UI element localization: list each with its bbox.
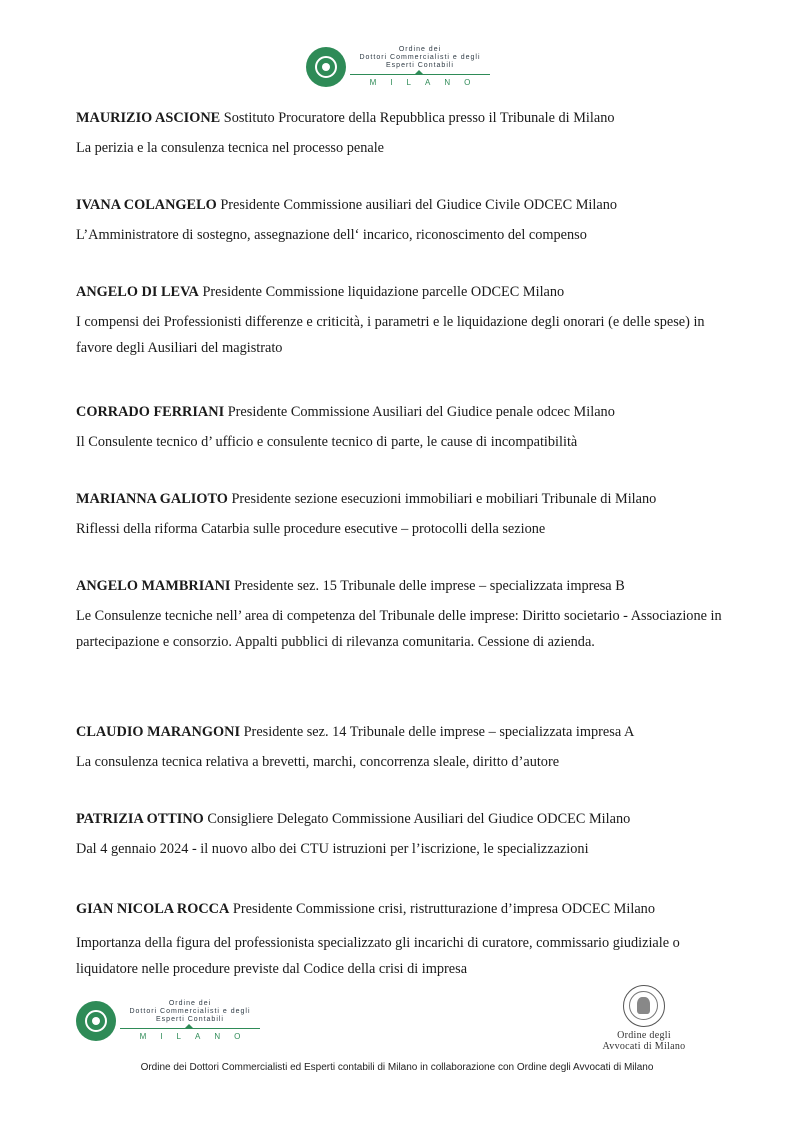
speaker-name: PATRIZIA OTTINO [76,811,204,827]
logo-city: MILANO [139,1032,255,1041]
speaker-topic: Importanza della figura del professionista specializzato gli incarichi di curatore, commissario giudiziale o liquidatore nelle procedure previste dal Codice della crisi di impresa [76,935,680,977]
speaker-topic: La perizia e la consulenza tecnica nel processo penale [76,140,385,156]
speaker-entry [76,720,726,807]
logo-line-1: Ordine dei [398,46,442,53]
speaker-role: Presidente Commissione ausiliari del Giudice Civile ODCEC Milano [220,197,618,213]
speakers-list [76,106,726,982]
speaker-entry [76,897,726,982]
speaker-topic: Le Consulenze tecniche nell’ area di competenza del Tribunale delle imprese: Diritto societario - Associazione in partecipazione e consorzio. Appalti pubblici di rilevanza comunitaria. Cessione di azienda. [76,608,722,650]
logo-city: MILANO [369,78,485,87]
speaker-name: CLAUDIO MARANGONI [76,724,241,740]
footer-note: Ordine dei Dottori Commercialisti ed Esperti contabili di Milano in collaborazione con Ordine degli Avvocati di Milano [140,1062,654,1073]
speaker-entry [76,487,726,574]
speaker-name: ANGELO DI LEVA [76,284,199,300]
speaker-role: Presidente Commissione liquidazione parcelle ODCEC Milano [202,284,565,300]
odcec-emblem-icon [76,1001,116,1041]
speaker-role: Sostituto Procuratore della Repubblica presso il Tribunale di Milano [223,110,615,126]
speaker-role: Presidente sez. 14 Tribunale delle imprese – specializzata impresa A [243,724,635,740]
speaker-name: ANGELO MAMBRIANI [76,578,231,594]
logo-line-1: Ordine dei [168,1000,212,1007]
logo-line-3: Esperti Contabili [156,1016,224,1023]
speaker-name: CORRADO FERRIANI [76,404,225,420]
speaker-entry [76,106,726,193]
speaker-topic: Dal 4 gennaio 2024 - il nuovo albo dei CTU istruzioni per l’iscrizione, le specializzazioni [76,841,589,857]
speaker-role: Consigliere Delegato Commissione Ausiliari del Giudice ODCEC Milano [207,811,631,827]
speaker-entry [76,574,726,720]
odcec-header-logo [306,46,490,88]
logo-line-3: Esperti Contabili [386,62,454,69]
speaker-topic: L’Amministratore di sostegno, assegnazione dell‘ incarico, riconoscimento del compenso [76,227,587,243]
speaker-topic: La consulenza tecnica relativa a brevetti, marchi, concorrenza sleale, diritto d’autore [76,754,560,770]
avvocati-line-1: Ordine degli [617,1030,671,1041]
odcec-logo-text [350,46,490,88]
speaker-entry [76,280,726,400]
speaker-topic: Il Consulente tecnico d’ ufficio e consulente tecnico di parte, le cause di incompatibilità [76,434,578,450]
odcec-footer-logo [76,1000,260,1042]
speaker-name: MAURIZIO ASCIONE [76,110,221,126]
speaker-name: IVANA COLANGELO [76,197,217,213]
logo-line-2: Dottori Commercialisti e degli [359,54,481,61]
speaker-entry [76,400,726,487]
avvocati-logo [594,985,694,1052]
speaker-role: Presidente sezione esecuzioni immobiliari e mobiliari Tribunale di Milano [231,491,657,507]
speaker-role: Presidente Commissione Ausiliari del Giudice penale odcec Milano [227,404,615,420]
speaker-entry [76,807,726,897]
speaker-role: Presidente Commissione crisi, ristrutturazione d’impresa ODCEC Milano [232,901,655,917]
speaker-name: MARIANNA GALIOTO [76,491,228,507]
logo-rule [120,1028,260,1029]
odcec-logo-text [120,1000,260,1042]
speaker-entry [76,193,726,280]
speaker-topic: I compensi dei Professionisti differenze e criticità, i parametri e le liquidazione degli onorari (e delle spese) in favore degli Ausiliari del magistrato [76,314,705,356]
avvocati-seal-icon [623,985,665,1027]
logo-rule [350,74,490,75]
speaker-role: Presidente sez. 15 Tribunale delle imprese – specializzata impresa B [234,578,625,594]
avvocati-line-2: Avvocati di Milano [602,1041,686,1052]
speaker-topic: Riflessi della riforma Catarbia sulle procedure esecutive – protocolli della sezione [76,521,546,537]
odcec-emblem-icon [306,47,346,87]
logo-line-2: Dottori Commercialisti e degli [129,1008,251,1015]
speaker-name: GIAN NICOLA ROCCA [76,901,230,917]
